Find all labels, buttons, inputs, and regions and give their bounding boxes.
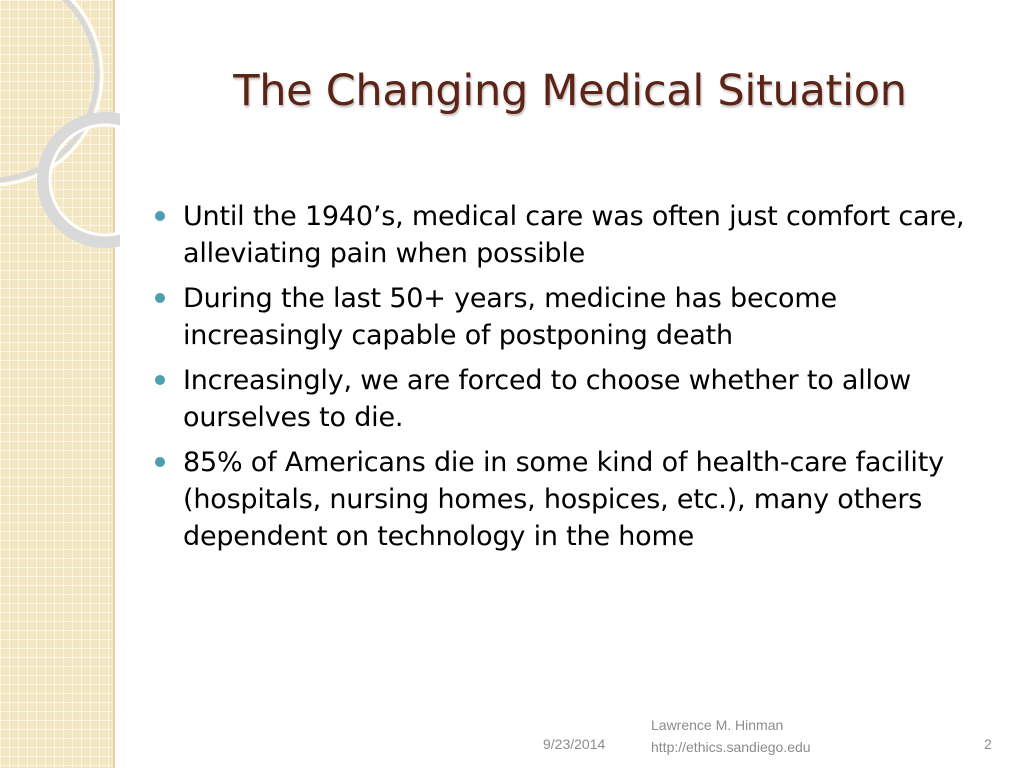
footer-date: 9/23/2014 xyxy=(543,736,606,752)
bullet-dot-icon xyxy=(155,375,165,385)
bullet-dot-icon xyxy=(155,211,165,221)
bullet-text: Increasingly, we are forced to choose whether to allow ourselves to die. xyxy=(183,365,912,433)
bullet-dot-icon xyxy=(155,293,165,303)
bullet-item xyxy=(152,362,992,436)
bullet-dot-icon xyxy=(155,457,165,467)
bullet-list xyxy=(152,198,992,563)
bullet-item xyxy=(152,444,992,555)
bullet-text: During the last 50+ years, medicine has become increasingly capable of postponing death xyxy=(183,283,837,351)
bullet-item xyxy=(152,198,992,272)
decorative-rings xyxy=(0,0,120,260)
bullet-text: Until the 1940’s, medical care was often just comfort care, alleviating pain when possible xyxy=(183,201,965,269)
footer-author: Lawrence M. Hinman xyxy=(651,717,784,733)
footer-url: http://ethics.sandiego.edu xyxy=(651,739,811,755)
page-number: 2 xyxy=(984,736,992,752)
footer-credit xyxy=(651,714,811,758)
bullet-item xyxy=(152,280,992,354)
bullet-text: 85% of Americans die in some kind of health-care facility (hospitals, nursing homes, hospices, etc.), many others dependent on technology in the home xyxy=(183,447,944,552)
slide-title: The Changing Medical Situation xyxy=(233,66,907,116)
